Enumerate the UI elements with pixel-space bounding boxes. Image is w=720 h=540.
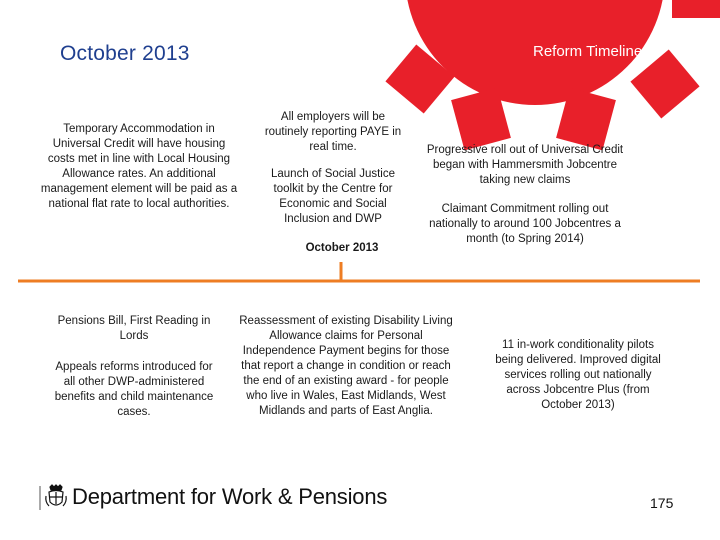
page-number: 175 — [650, 495, 674, 511]
upper-block-1 — [38, 122, 240, 212]
lower-block-3 — [492, 338, 664, 413]
universal-credit-rollout-text: Progressive roll out of Universal Credit began with Hammersmith Jobcentre taking new claims — [426, 144, 624, 186]
paye-reporting-text: All employers will be routinely reporting PAYE in real time. — [264, 111, 402, 153]
upper-block-3 — [420, 143, 630, 247]
page-title: October 2013 — [60, 42, 190, 65]
appeals-reforms-text: Appeals reforms introduced for all other DWP-administered benefits and child maintenance cases. — [54, 361, 214, 418]
organisation-name: Department for Work & Pensions — [72, 484, 388, 509]
banner-title: Reform Timeline — [533, 43, 643, 60]
royal-crest-icon — [44, 484, 68, 510]
social-justice-toolkit-text: Launch of Social Justice toolkit by the Centre for Economic and Social Inclusion and DWP — [270, 168, 396, 225]
conditionality-pilots-text: 11 in-work conditionality pilots being delivered. Improved digital services rolling out nationally across Jobcentre Plus (from October 2013) — [495, 339, 661, 411]
claimant-commitment-text: Claimant Commitment rolling out nationally to around 100 Jobcentres a month (to Spring 2014) — [429, 203, 621, 245]
dla-reassessment-text: Reassessment of existing Disability Living Allowance claims for Personal Independence Payment begins for those that report a change in condition or reach the end of an existing award - for people who live in Wales, East Midlands, West Midlands and parts of East Anglia. — [239, 315, 453, 417]
pensions-bill-text: Pensions Bill, First Reading in Lords — [57, 315, 211, 342]
temporary-accommodation-text: Temporary Accommodation in Universal Credit will have housing costs met in line with Local Housing Allowance rates. An additional management element will be paid as a national flat rate to local authorities. — [40, 123, 238, 210]
lower-block-1 — [54, 314, 214, 420]
upper-block-2 — [258, 110, 408, 227]
lower-block-2 — [234, 314, 458, 419]
timeline-date-label: October 2013 — [305, 242, 379, 254]
